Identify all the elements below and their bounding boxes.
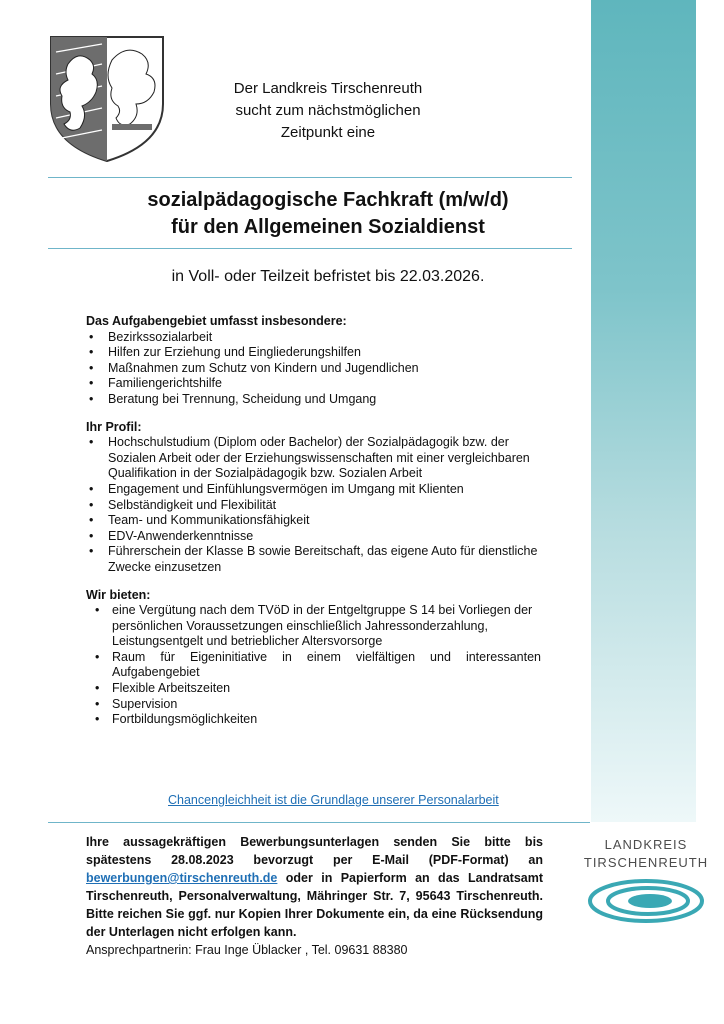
list-item: • Team- und Kommunikationsfähigkeit (86, 513, 541, 529)
list-item: • Selbständigkeit und Flexibilität (86, 498, 541, 514)
profile-heading: Ihr Profil: (86, 419, 142, 434)
intro-line: Zeitpunkt eine (280, 124, 376, 141)
job-title-line: für den Allgemeinen Sozialdienst (171, 216, 485, 238)
tasks-heading: Das Aufgabengebiet umfasst insbesondere: (86, 314, 347, 328)
list-item: • Maßnahmen zum Schutz von Kindern und Jugendlichen (86, 361, 541, 377)
logo-line: LANDKREIS (604, 837, 688, 852)
water-ripple-icon (586, 878, 706, 924)
landkreis-logo (580, 836, 712, 924)
intro-text (200, 78, 456, 144)
application-text (86, 833, 543, 941)
coat-of-arms-icon (48, 34, 166, 164)
list-item: • Hilfen zur Erziehung und Eingliederungshilfen (86, 345, 541, 361)
application-text-part: Ihre aussagekräftigen Bewerbungsunterlagen senden Sie bitte bis spätestens 28.08.2023 bevorzugt per E-Mail (PDF-Format) an (86, 835, 543, 867)
list-item: • Fortbildungsmöglichkeiten (86, 712, 541, 728)
intro-line: Der Landkreis Tirschenreuth (233, 80, 423, 97)
list-item: • Engagement und Einfühlungsvermögen im Umgang mit Klienten (86, 482, 541, 498)
logo-line: TIRSCHENREUTH (583, 855, 709, 870)
application-info (86, 833, 543, 959)
email-link[interactable]: bewerbungen@tirschenreuth.de (86, 871, 278, 885)
application-text-part: oder in Papierform an das Landratsamt Tirschenreuth, Personalverwaltung, Mähringer Str. 7, 95643 Tirschenreuth. Bitte reichen Sie ggf. nur Kopien Ihrer Dokumente ein, da eine Rücksendung der Unterlagen nicht erfolgen kann. (86, 871, 543, 939)
list-item: • Beratung bei Trennung, Scheidung und Umgang (86, 392, 541, 408)
intro-line: sucht zum nächstmöglichen (235, 102, 421, 119)
job-details (86, 314, 541, 740)
divider (48, 177, 572, 178)
decorative-sidebar (591, 0, 696, 822)
contact-person: Ansprechpartnerin: Frau Inge Üblacker , Tel. 09631 88380 (86, 943, 408, 957)
job-title-line: sozialpädagogische Fachkraft (m/w/d) (147, 189, 509, 211)
equality-link[interactable]: Chancengleichheit ist die Grundlage unserer Personalarbeit (168, 793, 499, 807)
list-item: • eine Vergütung nach dem TVöD in der Entgeltgruppe S 14 bei Vorliegen der persönlichen Voraussetzungen einschließlich Jahressonderzahlung, Leistungsentgelt und betrieblicher Altersvorsorge (86, 603, 541, 650)
offer-heading: Wir bieten: (86, 587, 151, 602)
list-item: • Führerschein der Klasse B sowie Bereitschaft, das eigene Auto für dienstliche Zwecke einzusetzen (86, 544, 541, 575)
offer-list (86, 603, 541, 728)
divider (48, 822, 590, 823)
list-item: • Supervision (86, 697, 541, 713)
list-item: • Bezirkssozialarbeit (86, 330, 541, 346)
list-item: • EDV-Anwenderkenntnisse (86, 529, 541, 545)
list-item: • Familiengerichtshilfe (86, 376, 541, 392)
profile-list (86, 435, 541, 575)
divider (48, 248, 572, 249)
tasks-list (86, 330, 541, 408)
list-item: • Raum für Eigeninitiative in einem vielfältigen und interessanten Aufgabengebiet (86, 650, 541, 681)
list-item: • Hochschulstudium (Diplom oder Bachelor) der Sozialpädagogik bzw. der Sozialen Arbeit oder der Erziehungswissenschaften mit einer vergleichbaren Qualifikation in der Sozialpädagogik bzw. Sozialen Arbeit (86, 435, 541, 482)
list-item: • Flexible Arbeitszeiten (86, 681, 541, 697)
employment-terms: in Voll- oder Teilzeit befristet bis 22.03.2026. (171, 268, 485, 285)
job-title (48, 187, 608, 241)
